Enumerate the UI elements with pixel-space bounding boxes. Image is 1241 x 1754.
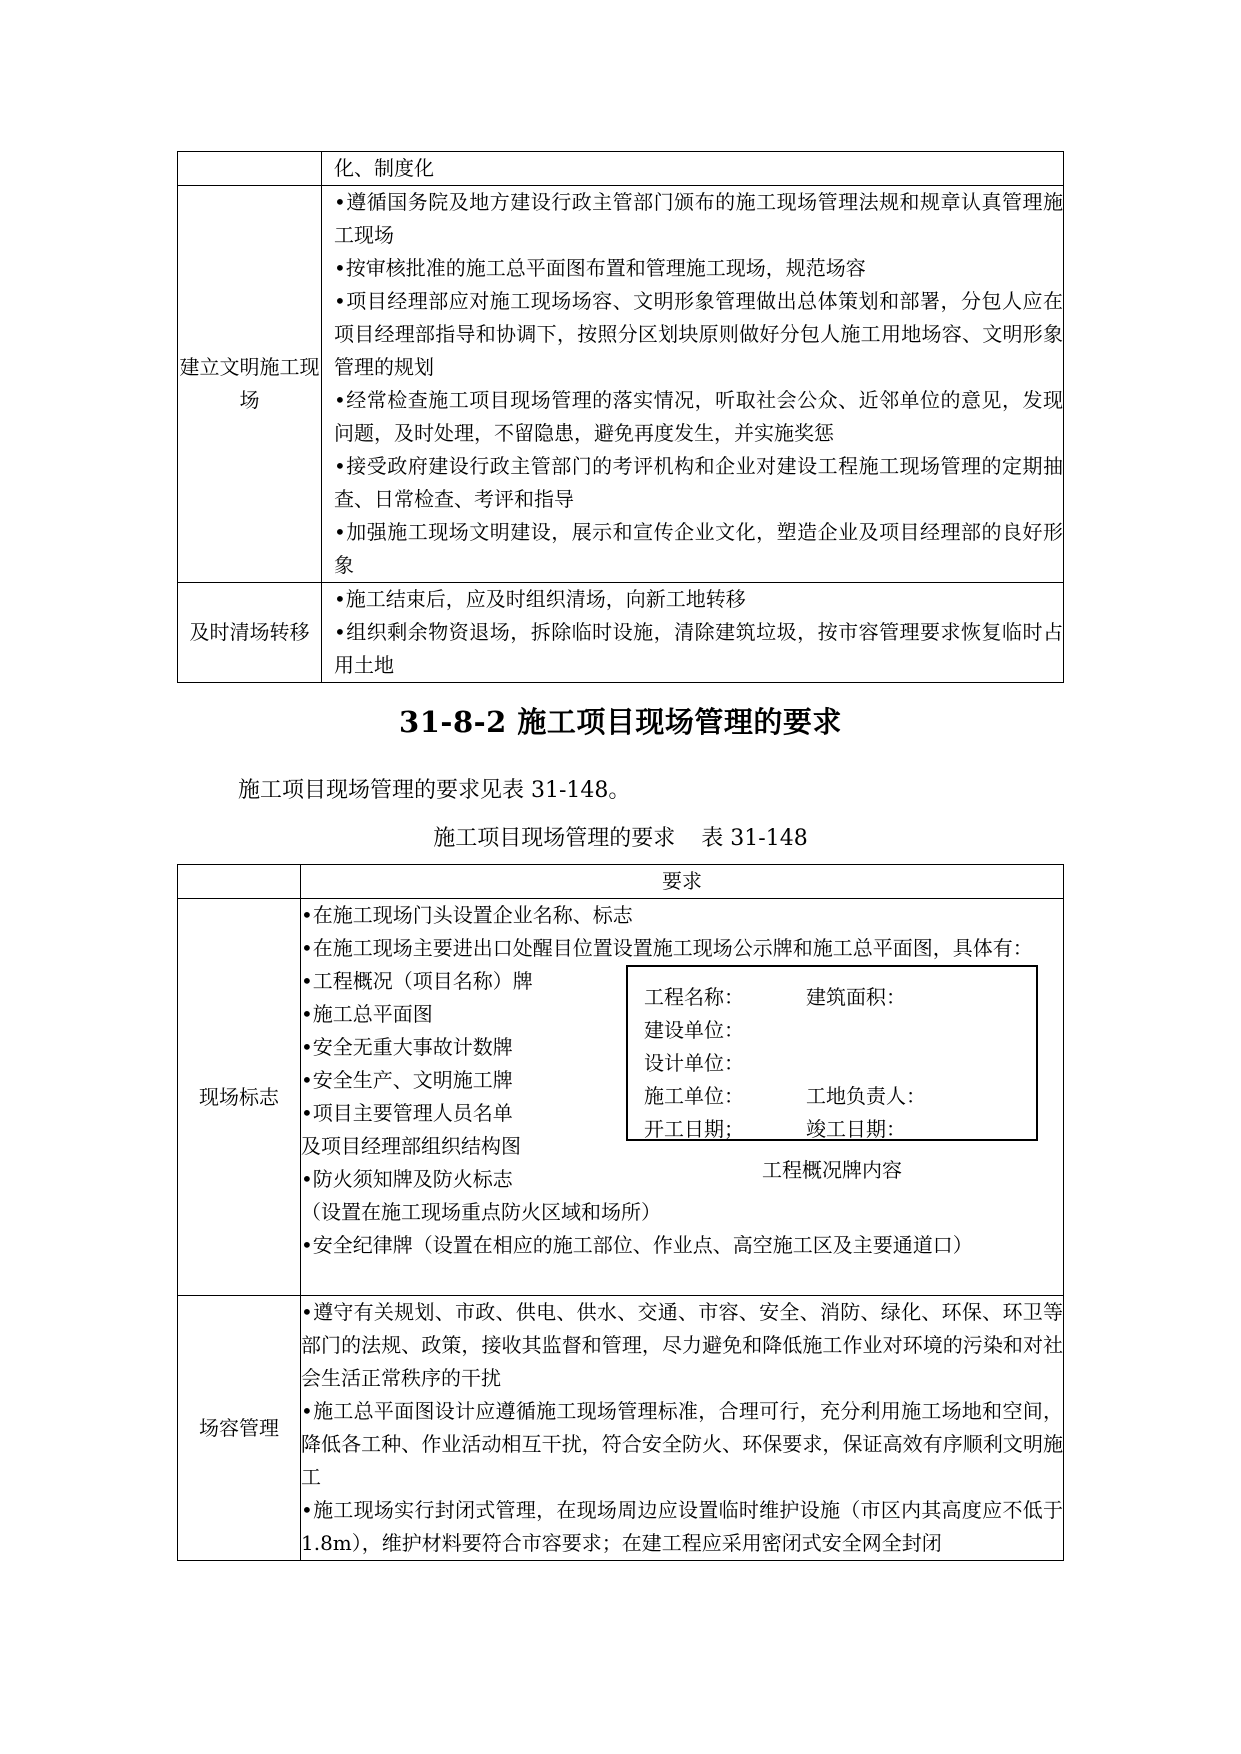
table-header-row bbox=[178, 865, 1064, 899]
board-row bbox=[644, 1080, 1036, 1113]
list-item: •在施工现场门头设置企业名称、标志 bbox=[301, 903, 633, 927]
board-field: 建设单位： bbox=[644, 1018, 744, 1042]
table-row bbox=[178, 152, 1064, 186]
board-field: 设计单位： bbox=[644, 1051, 744, 1075]
management-table-continued bbox=[177, 151, 1064, 683]
site-signage-content bbox=[301, 899, 1064, 1296]
list-item: •安全无重大事故计数牌 bbox=[301, 1035, 513, 1059]
table-caption bbox=[0, 821, 1241, 852]
list-item: •在施工现场主要进出口处醒目位置设置施工现场公示牌和施工总平面图，具体有： bbox=[301, 936, 1033, 960]
list-item: •按审核批准的施工总平面图布置和管理施工现场，规范场容 bbox=[334, 256, 866, 280]
requirements-table bbox=[177, 864, 1064, 1561]
list-item: •施工总平面图 bbox=[301, 1002, 433, 1026]
list-item: 及项目经理部组织结构图 bbox=[301, 1134, 521, 1158]
list-item: •项目主要管理人员名单 bbox=[301, 1101, 513, 1125]
header-cell-empty bbox=[178, 865, 301, 899]
board-row bbox=[644, 1047, 1036, 1080]
table-caption-title: 施工项目现场管理的要求 bbox=[433, 826, 676, 851]
row-label-site-signage: 现场标志 bbox=[178, 899, 301, 1296]
board-field: 工程名称： bbox=[644, 985, 744, 1009]
signage-list-continued bbox=[301, 1163, 1061, 1262]
civilized-site-content bbox=[322, 186, 1064, 583]
table-row bbox=[178, 186, 1064, 583]
board-row bbox=[644, 981, 1036, 1014]
board-row bbox=[644, 1113, 1036, 1146]
signage-list bbox=[301, 965, 601, 1163]
table-row bbox=[178, 583, 1064, 683]
continuation-text: 化、制度化 bbox=[322, 152, 1064, 186]
list-item: （设置在施工现场重点防火区域和场所） bbox=[301, 1200, 661, 1224]
row-label-clearance: 及时清场转移 bbox=[178, 583, 322, 683]
list-item: •施工结束后，应及时组织清场，向新工地转移 bbox=[334, 587, 746, 611]
list-item: •遵守有关规划、市政、供电、供水、交通、市容、安全、消防、绿化、环保、环卫等部门的法规、政策，接收其监督和管理，尽力避免和降低施工作业对环境的污染和对社会生活正常秩序的干扰 bbox=[301, 1300, 1063, 1390]
row-label-site-management: 场容管理 bbox=[178, 1296, 301, 1561]
table-caption-number: 表 31-148 bbox=[701, 826, 808, 851]
signage-layout bbox=[301, 965, 1063, 1295]
list-item: •遵循国务院及地方建设行政主管部门颁布的施工现场管理法规和规章认真管理施工现场 bbox=[334, 190, 1063, 247]
section-heading: 31-8-2 施工项目现场管理的要求 bbox=[399, 705, 842, 739]
list-item: •安全纪律牌（设置在相应的施工部位、作业点、高空施工区及主要通道口） bbox=[301, 1233, 973, 1257]
board-field: 建筑面积： bbox=[806, 985, 906, 1009]
list-item: •接受政府建设行政主管部门的考评机构和企业对建设工程施工现场管理的定期抽查、日常检查、考评和指导 bbox=[334, 454, 1063, 511]
body-paragraph: 施工项目现场管理的要求见表 31-148。 bbox=[238, 778, 631, 803]
list-item: •施工现场实行封闭式管理，在现场周边应设置临时维护设施（市区内其高度应不低于 1.8m），维护材料要符合市容要求；在建工程应采用密闭式安全网全封闭 bbox=[301, 1498, 1063, 1555]
row-label-civilized-site: 建立文明施工现场 bbox=[178, 186, 322, 583]
board-field: 开工日期； bbox=[644, 1117, 744, 1141]
site-management-content bbox=[301, 1296, 1064, 1561]
list-item: •工程概况（项目名称）牌 bbox=[301, 969, 533, 993]
list-item: •防火须知牌及防火标志 bbox=[301, 1167, 513, 1191]
list-item: •经常检查施工项目现场管理的落实情况，听取社会公众、近邻单位的意见，发现问题，及时处理，不留隐患，避免再度发生，并实施奖惩 bbox=[334, 388, 1063, 445]
list-item: •施工总平面图设计应遵循施工现场管理标准，合理可行，充分利用施工场地和空间，降低各工种、作业活动相互干扰，符合安全防火、环保要求，保证高效有序顺利文明施工 bbox=[301, 1399, 1063, 1489]
project-info-board bbox=[626, 965, 1038, 1141]
header-cell-requirements: 要求 bbox=[301, 865, 1064, 899]
row-label bbox=[178, 152, 322, 186]
board-field: 竣工日期： bbox=[806, 1117, 906, 1141]
board-field: 工地负责人： bbox=[806, 1084, 926, 1108]
board-field: 施工单位： bbox=[644, 1084, 744, 1108]
list-item: •项目经理部应对施工现场场容、文明形象管理做出总体策划和部署，分包人应在项目经理部指导和协调下，按照分区划块原则做好分包人施工用地场容、文明形象管理的规划 bbox=[334, 289, 1063, 379]
board-row bbox=[644, 1014, 1036, 1047]
list-item: •组织剩余物资退场，拆除临时设施，清除建筑垃圾，按市容管理要求恢复临时占用土地 bbox=[334, 620, 1063, 677]
table-row bbox=[178, 899, 1064, 1296]
board-caption: 工程概况牌内容 bbox=[762, 1158, 902, 1182]
clearance-content bbox=[322, 583, 1064, 683]
list-item: •加强施工现场文明建设，展示和宣传企业文化，塑造企业及项目经理部的良好形象 bbox=[334, 520, 1063, 577]
table-row bbox=[178, 1296, 1064, 1561]
list-item: •安全生产、文明施工牌 bbox=[301, 1068, 513, 1092]
